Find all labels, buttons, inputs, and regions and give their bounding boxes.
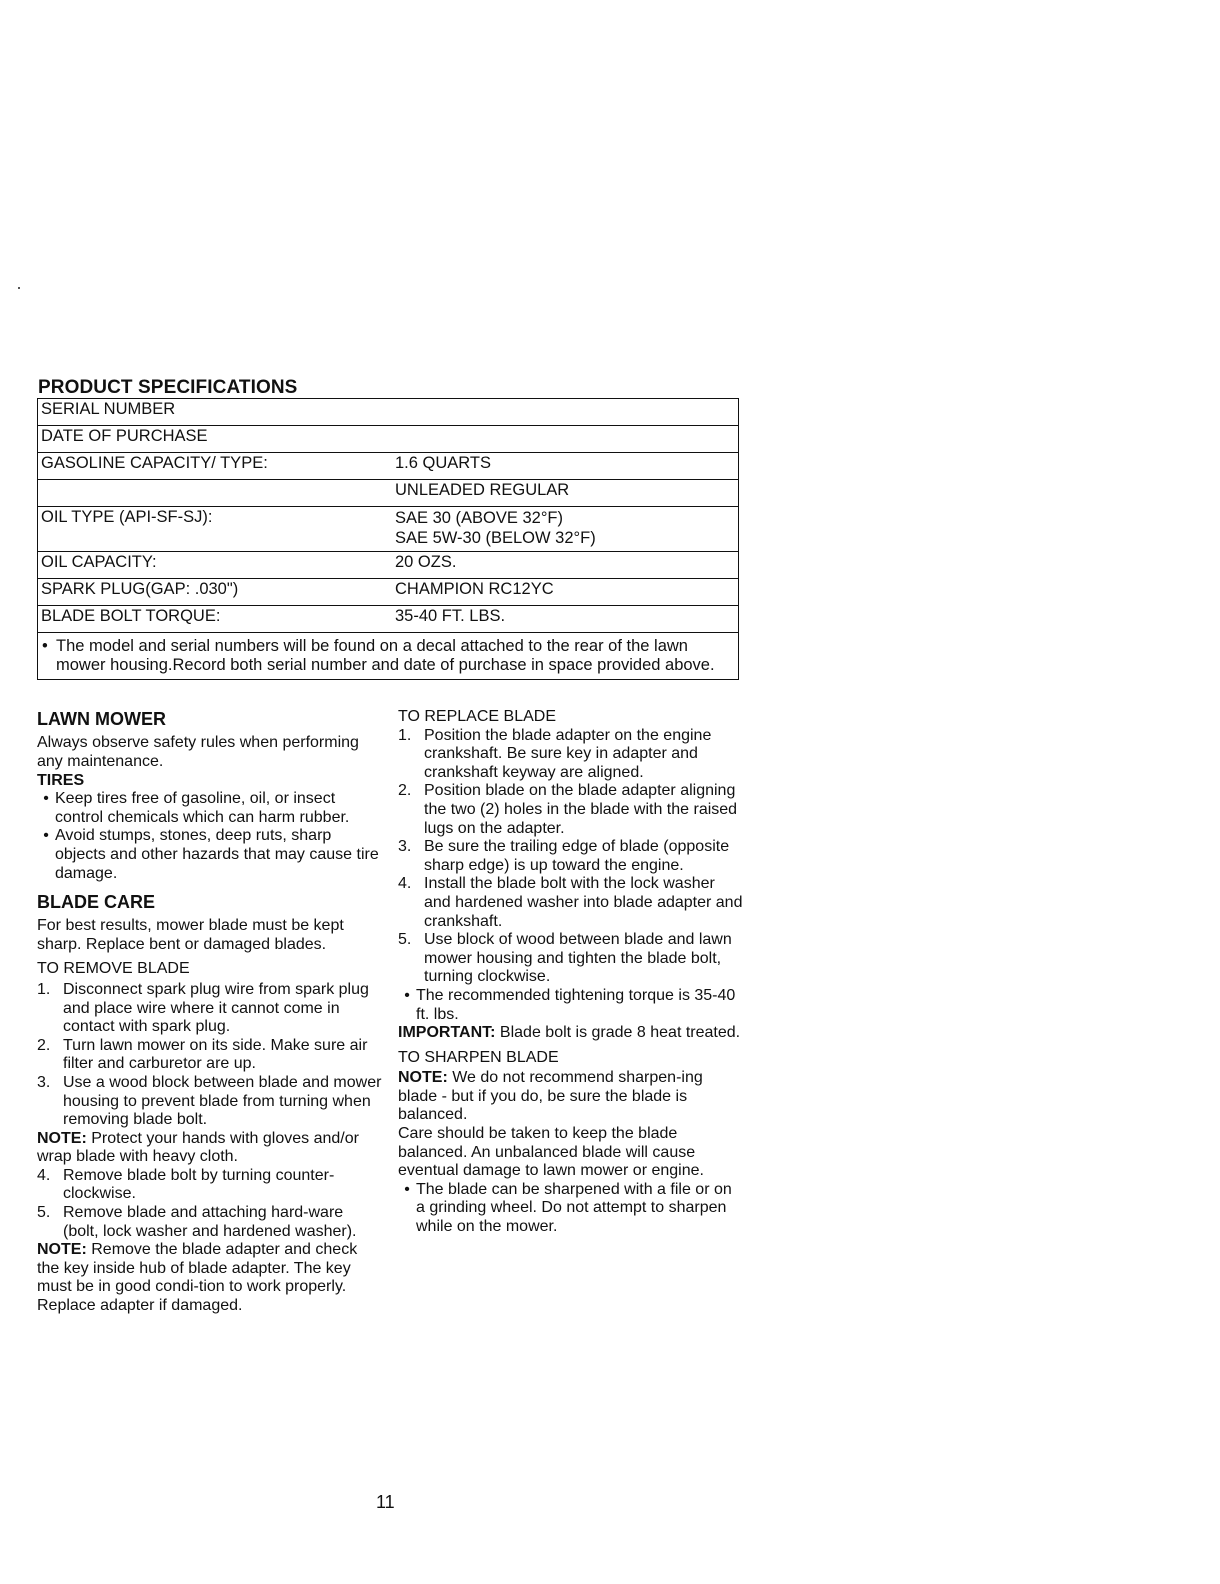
blade-care-intro: For best results, mower blade must be kept sharp. Replace bent or damaged blades. (37, 917, 344, 953)
note-paragraph (37, 1130, 382, 1167)
list-item (398, 838, 743, 875)
spec-row (38, 606, 738, 633)
spec-row (38, 426, 738, 453)
list-item (37, 1074, 382, 1130)
step-text: Remove blade and attaching hard-ware (bolt, lock washer and hardened washer). (63, 1204, 357, 1240)
spec-value (391, 426, 738, 452)
step-text: Position blade on the blade adapter aligning the two (2) holes in the blade with the raised lugs on the adapter. (424, 782, 738, 837)
list-item (398, 1181, 743, 1237)
spec-label (38, 480, 391, 506)
sharpen-blade-heading: TO SHARPEN BLADE (398, 1048, 559, 1066)
list-item (37, 1037, 382, 1074)
note-label: NOTE: (37, 1241, 87, 1259)
lawn-mower-intro: Always observe safety rules when performing any maintenance. (37, 734, 359, 770)
spec-row (38, 552, 738, 579)
right-column (398, 708, 743, 1237)
spec-label: SPARK PLUG(GAP: .030") (41, 580, 239, 598)
spec-value: SAE 30 (ABOVE 32°F) (395, 509, 563, 527)
tires-heading: TIRES (37, 772, 85, 790)
bullet-icon: • (404, 986, 410, 1004)
scan-speck (18, 287, 20, 289)
important-text: Blade bolt is grade 8 heat treated. (499, 1024, 741, 1042)
important-paragraph (398, 1024, 743, 1043)
spec-label: OIL TYPE (API-SF-SJ): (41, 508, 213, 526)
spec-value-group (391, 507, 738, 551)
spec-label: BLADE BOLT TORQUE: (41, 607, 221, 625)
spec-value: 20 OZS. (395, 553, 457, 571)
replace-steps (398, 727, 743, 987)
spec-row (38, 480, 738, 507)
list-item (398, 875, 743, 931)
spec-table (37, 398, 739, 680)
list-item (398, 782, 743, 838)
tires-list (37, 790, 382, 883)
left-column (37, 708, 382, 1316)
list-item-text: Avoid stumps, stones, deep ruts, sharp objects and other hazards that may cause tire damage. (55, 827, 379, 882)
note-paragraph (37, 1241, 382, 1315)
spec-value: SAE 5W-30 (BELOW 32°F) (395, 529, 596, 547)
important-label: IMPORTANT: (398, 1024, 496, 1042)
step-number: 5. (37, 1204, 51, 1222)
list-item (37, 1204, 382, 1241)
spec-value: 1.6 QUARTS (395, 454, 491, 472)
bullet-icon: • (43, 790, 49, 808)
note-paragraph (398, 1069, 743, 1125)
note-text: Remove the blade adapter and check the key inside hub of blade adapter. The key must be in good condi-tion to work properly. Replace adapter if damaged. (37, 1241, 358, 1315)
spec-value: CHAMPION RC12YC (395, 580, 554, 598)
note-text: We do not recommend sharpen-ing blade - but if you do, be sure the blade is balanced. (398, 1069, 703, 1124)
blade-care-heading: BLADE CARE (37, 892, 156, 913)
list-item (37, 1167, 382, 1204)
step-text: Use a wood block between blade and mower housing to prevent blade from turning when removing blade bolt. (63, 1073, 382, 1129)
step-number: 1. (37, 980, 51, 998)
step-number: 3. (398, 838, 412, 856)
spec-label: GASOLINE CAPACITY/ TYPE: (41, 454, 268, 472)
step-number: 4. (37, 1166, 51, 1184)
lawn-mower-heading: LAWN MOWER (37, 709, 166, 729)
spec-title: PRODUCT SPECIFICATIONS (38, 377, 298, 398)
list-item-text: Keep tires free of gasoline, oil, or insect control chemicals which can harm rubber. (55, 790, 350, 826)
remove-steps (37, 981, 382, 1130)
spec-row (38, 399, 738, 426)
spec-note (38, 633, 738, 679)
replace-blade-heading: TO REPLACE BLADE (398, 708, 556, 725)
bullet-icon: • (43, 827, 49, 845)
list-item (37, 790, 382, 827)
spec-row (38, 453, 738, 480)
bullet-icon: • (404, 1180, 410, 1198)
spec-value: 35-40 FT. LBS. (395, 607, 506, 625)
spec-label: OIL CAPACITY: (41, 553, 157, 571)
step-text: Install the blade bolt with the lock washer and hardened washer into blade adapter and crankshaft. (424, 875, 743, 930)
spec-label: SERIAL NUMBER (41, 400, 176, 418)
step-text: Position the blade adapter on the engine crankshaft. Be sure key in adapter and crankshaft keyway are aligned. (424, 726, 712, 781)
step-text: Disconnect spark plug wire from spark plug and place wire where it cannot come in contact with spark plug. (63, 980, 369, 1036)
step-number: 4. (398, 875, 412, 893)
remove-steps-continued (37, 1167, 382, 1241)
step-number: 5. (398, 931, 412, 949)
step-number: 2. (37, 1036, 51, 1054)
list-item-text: The recommended tightening torque is 35-40 ft. lbs. (416, 986, 736, 1023)
step-number: 1. (398, 726, 412, 744)
step-text: Turn lawn mower on its side. Make sure air filter and carburetor are up. (63, 1036, 368, 1073)
spec-row (38, 579, 738, 606)
step-number: 3. (37, 1073, 51, 1091)
note-label: NOTE: (398, 1069, 448, 1087)
list-item (398, 727, 743, 783)
spec-row (38, 507, 738, 552)
step-number: 2. (398, 782, 412, 800)
list-item (398, 987, 743, 1024)
list-item (398, 931, 743, 987)
note-text: Protect your hands with gloves and/or wrap blade with heavy cloth. (37, 1129, 359, 1166)
list-item (37, 827, 382, 883)
list-item-text: The blade can be sharpened with a file or on a grinding wheel. Do not attempt to sharpen while on the mower. (416, 1180, 732, 1236)
spec-note-text: The model and serial numbers will be found on a decal attached to the rear of the lawn mower housing.Record both serial number and date of purchase in space provided above. (56, 637, 715, 674)
spec-value: UNLEADED REGULAR (395, 481, 570, 499)
step-text: Be sure the trailing edge of blade (opposite sharp edge) is up toward the engine. (424, 838, 730, 874)
list-item (37, 981, 382, 1037)
care-paragraph: Care should be taken to keep the blade balanced. An unbalanced blade will cause eventual damage to lawn mower or engine. (398, 1125, 704, 1180)
step-text: Remove blade bolt by turning counter-clockwise. (63, 1166, 335, 1203)
spec-label: DATE OF PURCHASE (41, 427, 208, 445)
step-text: Use block of wood between blade and lawn mower housing and tighten the blade bolt, turning clockwise. (424, 931, 732, 986)
bullet-icon: • (42, 637, 48, 655)
spec-value (391, 399, 738, 425)
note-label: NOTE: (37, 1129, 87, 1147)
remove-blade-heading: TO REMOVE BLADE (37, 960, 190, 978)
page-number: 11 (376, 1492, 395, 1512)
